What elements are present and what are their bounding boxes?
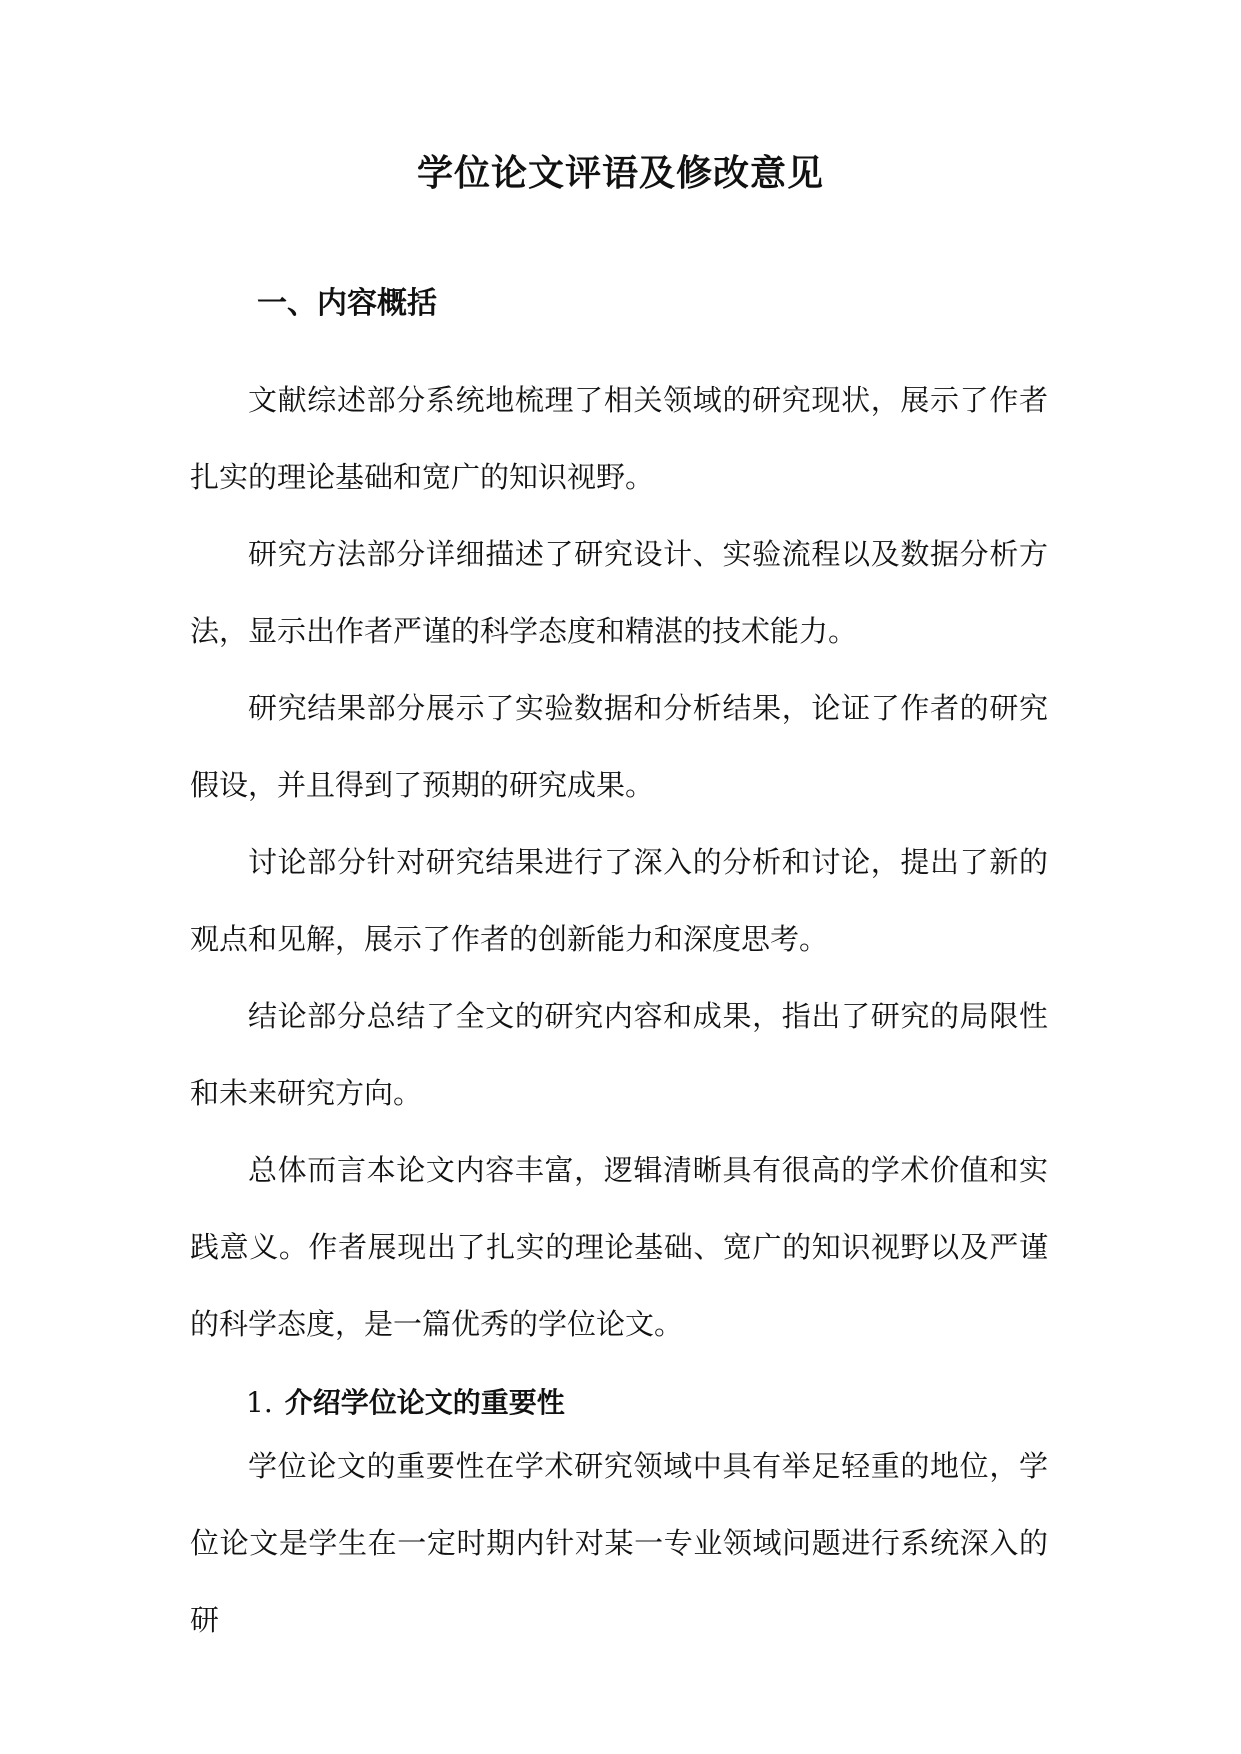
paragraph-research-methods: 研究方法部分详细描述了研究设计、实验流程以及数据分析方法，显示出作者严谨的科学态度和精湛的技术能力。 [190, 537, 1048, 648]
paragraph-importance: 学位论文的重要性在学术研究领域中具有举足轻重的地位，学位论文是学生在一定时期内针对某一专业领域问题进行系统深入的研 [190, 1449, 1048, 1637]
document-title: 学位论文评语及修改意见 [416, 152, 824, 194]
paragraph-conclusion: 结论部分总结了全文的研究内容和成果，指出了研究的局限性和未来研究方向。 [190, 999, 1048, 1110]
paragraph-discussion: 讨论部分针对研究结果进行了深入的分析和讨论，提出了新的观点和见解，展示了作者的创新能力和深度思考。 [190, 845, 1048, 956]
paragraph-research-results: 研究结果部分展示了实验数据和分析结果，论证了作者的研究假设，并且得到了预期的研究成果。 [190, 691, 1048, 802]
section-heading-summary: 一、内容概括 [257, 286, 437, 321]
section-summary-body [190, 362, 1048, 1363]
subsection-number: 1. [246, 1386, 273, 1419]
paragraph-overall: 总体而言本论文内容丰富，逻辑清晰具有很高的学术价值和实践意义。作者展现出了扎实的理论基础、宽广的知识视野以及严谨的科学态度，是一篇优秀的学位论文。 [190, 1153, 1048, 1341]
subsection-title: 介绍学位论文的重要性 [284, 1386, 565, 1419]
subsection-importance-body [190, 1428, 1048, 1659]
subsection-heading-importance [246, 1381, 565, 1425]
paragraph-literature-review: 文献综述部分系统地梳理了相关领域的研究现状，展示了作者扎实的理论基础和宽广的知识视野。 [190, 383, 1048, 494]
